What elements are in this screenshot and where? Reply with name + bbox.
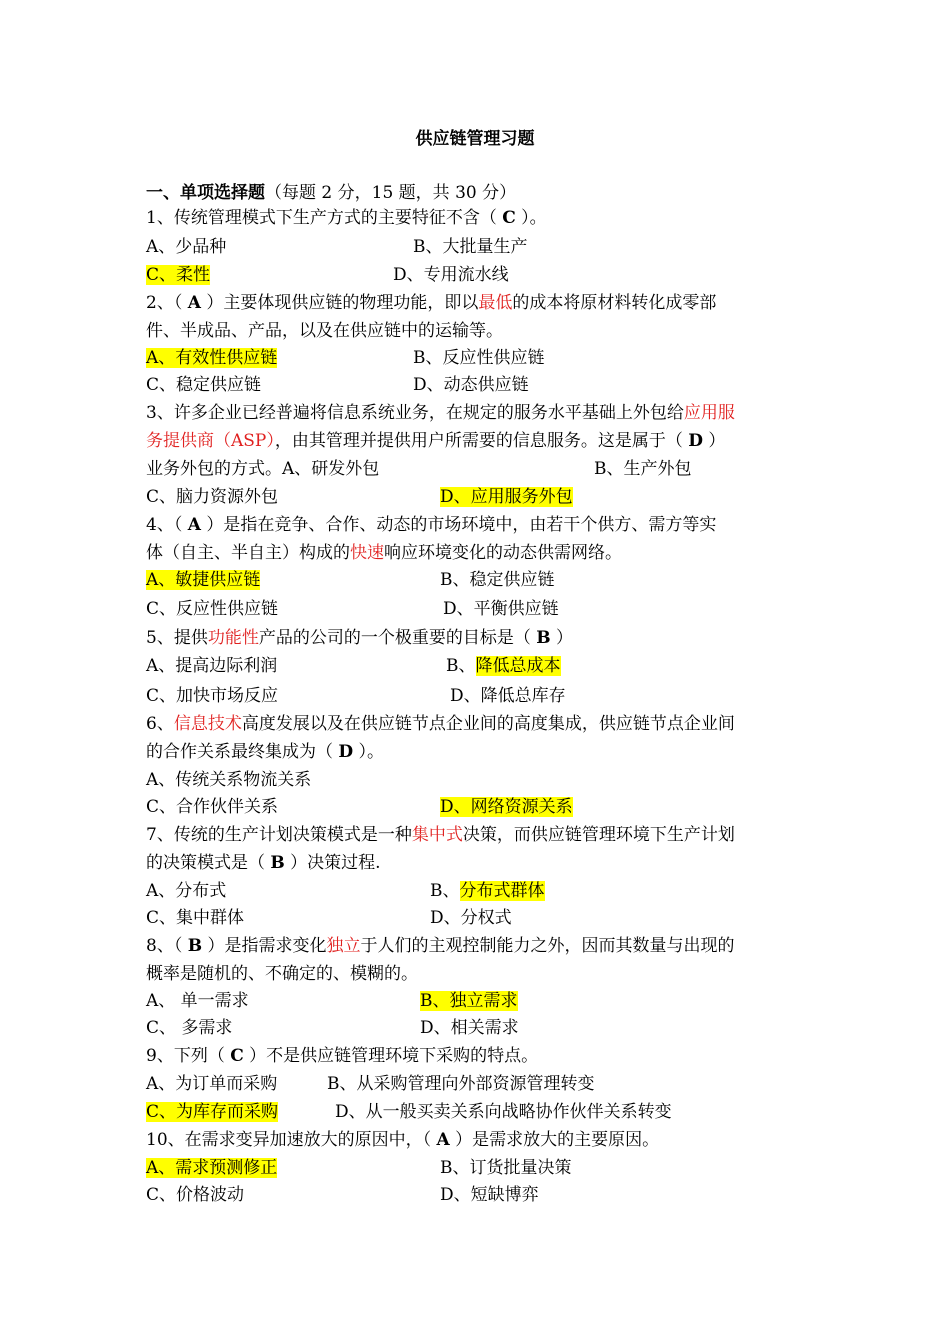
- option-b: B、从采购管理向外部资源管理转变: [327, 1074, 595, 1094]
- question-3-cont: [146, 428, 725, 454]
- section-heading-label: 一、单项选择题: [146, 183, 265, 203]
- option-b-correct: [420, 988, 518, 1014]
- question-text: 决策，而供应链管理环境下生产计划: [462, 825, 735, 845]
- answer-letter: B: [187, 936, 203, 956]
- question-9: [146, 1043, 538, 1069]
- question-text: ）。: [353, 742, 385, 762]
- question-text: ）: [703, 431, 726, 451]
- question-text: 4、（: [146, 515, 188, 535]
- question-7: [146, 822, 735, 848]
- highlighted-answer: 降低总成本: [475, 656, 561, 676]
- question-text: ，由其管理并提供用户所需要的信息服务。这是属于（: [274, 431, 689, 451]
- question-4-cont: [146, 540, 622, 566]
- question-text: 2、（: [146, 293, 188, 313]
- option-a: A、 单一需求: [146, 991, 249, 1011]
- option-c: C、反应性供应链: [146, 599, 279, 619]
- question-8: [146, 933, 735, 959]
- question-text: 于人们的主观控制能力之外，因而其数量与出现的: [360, 936, 735, 956]
- question-text: ）是指在竞争、合作、动态的市场环境中，由若干个供方、需方等实: [200, 515, 717, 535]
- question-text: 高度发展以及在供应链节点企业间的高度集成，供应链节点企业间: [241, 714, 735, 734]
- option-b: B、生产外包: [594, 459, 692, 479]
- keyword-red: 独立: [326, 936, 361, 956]
- option-a: A、少品种: [146, 237, 227, 257]
- answer-letter: A: [187, 293, 201, 313]
- question-3: [146, 400, 735, 426]
- option-letter: B、: [446, 656, 476, 676]
- highlighted-answer: C、柔性: [146, 265, 211, 285]
- question-2: [146, 290, 716, 316]
- option-b: B、订货批量决策: [440, 1158, 572, 1178]
- option-a-correct: [146, 345, 277, 371]
- question-text: 3、许多企业已经普遍将信息系统业务，在规定的服务水平基础上外包给: [146, 403, 684, 423]
- option-a: A、传统关系物流关系: [146, 770, 312, 790]
- option-d: D、相关需求: [420, 1018, 519, 1038]
- answer-letter: B: [536, 628, 551, 648]
- keyword-red: 务提供商（ASP）: [146, 431, 275, 451]
- answer-letter: D: [338, 742, 354, 762]
- question-text: 响应环境变化的动态供需网络。: [384, 543, 622, 563]
- question-6: [146, 711, 735, 737]
- answer-letter: B: [270, 853, 285, 873]
- option-d: D、降低总库存: [450, 686, 566, 706]
- option-d-correct: [440, 484, 573, 510]
- option-c: C、脑力资源外包: [146, 487, 279, 507]
- option-b-correct: [430, 878, 545, 904]
- option-letter: B、: [430, 881, 460, 901]
- option-c: C、稳定供应链: [146, 375, 262, 395]
- option-a-correct: [146, 567, 260, 593]
- question-text: 产品的公司的一个极重要的目标是（: [258, 628, 537, 648]
- option-a: A、分布式: [146, 881, 227, 901]
- answer-letter: C: [502, 208, 516, 228]
- question-10: [146, 1127, 659, 1153]
- option-d: D、专用流水线: [393, 265, 509, 285]
- question-text: 1、传统管理模式下生产方式的主要特征不含（: [146, 208, 503, 228]
- highlighted-answer: B、独立需求: [420, 991, 518, 1011]
- option-c: C、加快市场反应: [146, 686, 279, 706]
- question-8-cont: 概率是随机的、不确定的、模糊的。: [146, 964, 418, 984]
- option-c: C、集中群体: [146, 908, 245, 928]
- answer-letter: A: [187, 515, 201, 535]
- question-text: ）不是供应链管理环境下采购的特点。: [243, 1046, 539, 1066]
- highlighted-answer: A、敏捷供应链: [146, 570, 261, 590]
- highlighted-answer: 分布式群体: [459, 881, 545, 901]
- option-b: B、反应性供应链: [413, 348, 545, 368]
- keyword-red: 快速: [350, 543, 384, 563]
- question-1: [146, 205, 547, 231]
- question-2-cont: 件、半成品、产品，以及在供应链中的运输等。: [146, 321, 503, 341]
- option-b: B、大批量生产: [413, 237, 528, 257]
- page-title: 供应链管理习题: [415, 129, 535, 149]
- option-d: D、平衡供应链: [443, 599, 559, 619]
- question-text: 6、: [146, 714, 174, 734]
- keyword-red: 应用服: [683, 403, 735, 423]
- answer-letter: A: [436, 1130, 450, 1150]
- question-3-cont2: 业务外包的方式。A、研发外包: [146, 459, 380, 479]
- highlighted-answer: C、为库存而采购: [146, 1102, 279, 1122]
- option-d: D、短缺博弈: [440, 1185, 539, 1205]
- keyword-red: 信息技术: [173, 714, 242, 734]
- option-a-correct: [146, 1155, 277, 1181]
- question-text: 体（自主、半自主）构成的: [146, 543, 350, 563]
- question-text: ）是指需求变化: [202, 936, 327, 956]
- question-text: 8、（: [146, 936, 188, 956]
- section-heading: [146, 178, 516, 203]
- question-text: ）。: [515, 208, 547, 228]
- option-b-correct: [446, 653, 561, 679]
- highlighted-answer: D、网络资源关系: [440, 797, 573, 817]
- question-7-cont: [146, 850, 381, 876]
- option-c-correct: [146, 1099, 278, 1125]
- option-d: D、从一般买卖关系向战略协作伙伴关系转变: [335, 1102, 672, 1122]
- option-b: B、稳定供应链: [440, 570, 555, 590]
- highlighted-answer: A、有效性供应链: [146, 348, 278, 368]
- option-c-correct: [146, 262, 210, 288]
- question-text: ）是需求放大的主要原因。: [449, 1130, 660, 1150]
- section-note: （每题 2 分，15 题，共 30 分）: [265, 183, 517, 203]
- question-text: 5、提供: [146, 628, 208, 648]
- question-text: 7、传统的生产计划决策模式是一种: [146, 825, 412, 845]
- question-text: ）主要体现供应链的物理功能，即以: [200, 293, 479, 313]
- question-text: ）决策过程.: [284, 853, 381, 873]
- option-c: C、合作伙伴关系: [146, 797, 279, 817]
- question-6-cont: [146, 739, 384, 765]
- option-a: A、为订单而采购: [146, 1074, 278, 1094]
- option-c: C、价格波动: [146, 1185, 245, 1205]
- option-d: D、动态供应链: [413, 375, 529, 395]
- keyword-red: 集中式: [411, 825, 463, 845]
- option-c: C、 多需求: [146, 1018, 233, 1038]
- option-d-correct: [440, 794, 573, 820]
- keyword-red: 功能性: [207, 628, 259, 648]
- question-5: [146, 625, 573, 651]
- question-text: 9、下列（: [146, 1046, 231, 1066]
- question-text: 的合作关系最终集成为（: [146, 742, 339, 762]
- question-text: 的决策模式是（: [146, 853, 271, 873]
- highlighted-answer: D、应用服务外包: [440, 487, 573, 507]
- question-text: ）: [550, 628, 574, 648]
- answer-letter: C: [230, 1046, 244, 1066]
- question-text: 的成本将原材料转化成零部: [512, 293, 717, 313]
- question-text: 10、在需求变异加速放大的原因中，（: [146, 1130, 437, 1150]
- option-d: D、分权式: [430, 908, 512, 928]
- answer-letter: D: [688, 431, 704, 451]
- keyword-red: 最低: [478, 293, 513, 313]
- highlighted-answer: A、需求预测修正: [146, 1158, 278, 1178]
- question-4: [146, 512, 716, 538]
- option-a: A、提高边际利润: [146, 656, 278, 676]
